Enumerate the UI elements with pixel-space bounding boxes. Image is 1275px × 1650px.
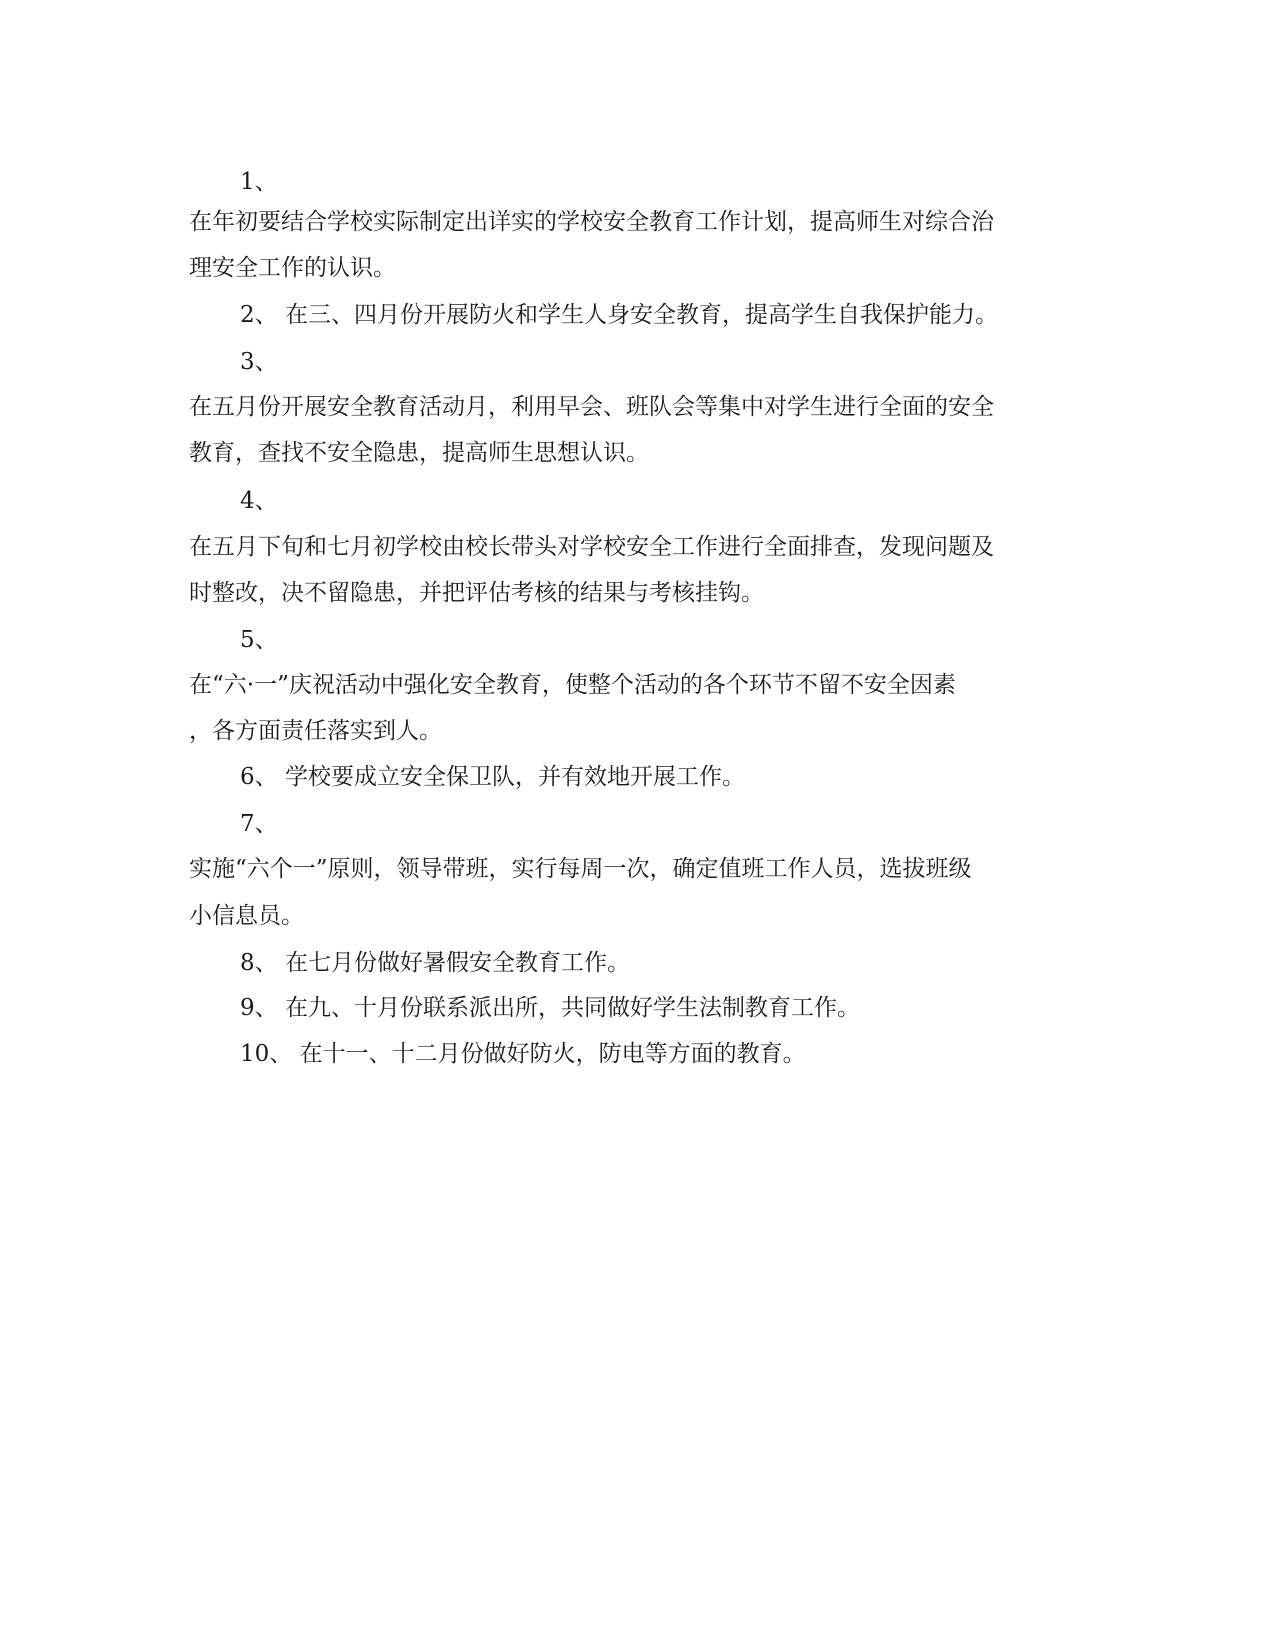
item-4-text-line-2: 时整改，决不留隐患，并把评估考核的结果与考核挂钩。 [189,580,764,606]
item-1-text-line-2: 理安全工作的认识。 [189,255,396,281]
item-9: 9、 在九、十月份联系派出所，共同做好学生法制教育工作。 [240,995,860,1021]
item-3-text-line-1: 在五月份开展安全教育活动月，利用早会、班队会等集中对学生进行全面的安全 [189,394,994,420]
item-7-number: 7、 [240,811,278,837]
item-1-text-line-1: 在年初要结合学校实际制定出详实的学校安全教育工作计划，提高师生对综合治 [189,209,994,235]
item-2: 2、 在三、四月份开展防火和学生人身安全教育，提高学生自我保护能力。 [240,302,998,328]
item-10: 10、 在十一、十二月份做好防火，防电等方面的教育。 [240,1041,806,1067]
item-5-text-line-1: 在“六·一”庆祝活动中强化安全教育，使整个活动的各个环节不留不安全因素 [189,672,956,698]
item-7-text-line-1: 实施“六个一”原则，领导带班，实行每周一次，确定值班工作人员，选拔班级 [189,856,972,882]
item-8: 8、 在七月份做好暑假安全教育工作。 [240,950,630,976]
item-4-text-line-1: 在五月下旬和七月初学校由校长带头对学校安全工作进行全面排查，发现问题及 [189,534,994,560]
item-4-number: 4、 [240,488,278,514]
item-1-number: 1、 [240,169,278,195]
item-5-text-line-2: ，各方面责任落实到人。 [189,718,442,744]
item-6: 6、 学校要成立安全保卫队，并有效地开展工作。 [240,764,745,790]
item-5-number: 5、 [240,627,278,653]
item-3-text-line-2: 教育，查找不安全隐患，提高师生思想认识。 [189,440,649,466]
item-3-number: 3、 [240,349,278,375]
item-7-text-line-2: 小信息员。 [189,903,304,929]
